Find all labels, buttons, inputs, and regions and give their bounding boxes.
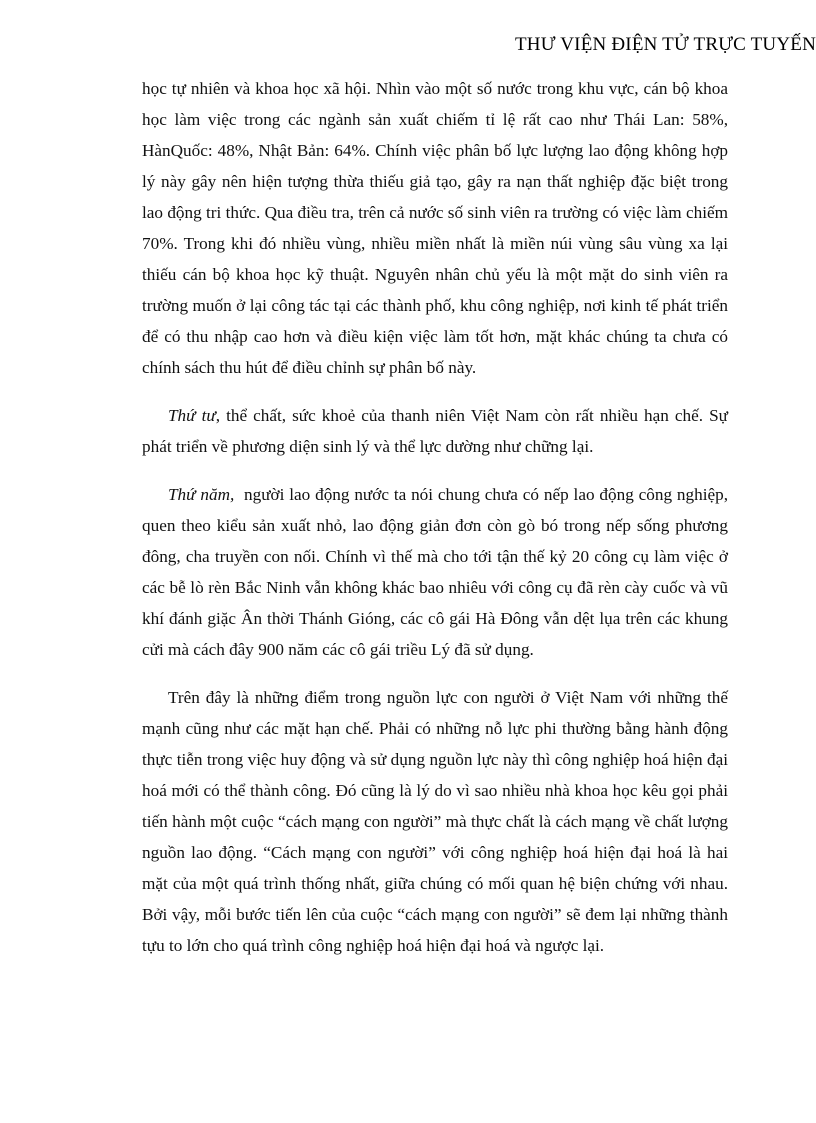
paragraph-text: người lao động nước ta nói chung chưa có nếp lao động công nghiệp, quen theo kiểu sản xuất nhỏ, lao động giản đơn còn gò bó trong nếp sống phương đông, cha truyền con nối. Chính vì thế mà cho tới tận thế kỷ 20 công cụ làm việc ở các bễ lò rèn Bắc Ninh vẫn không khác bao nhiêu với công cụ đã rèn cày cuốc và vũ khí đánh giặc Ân thời Thánh Gióng, các cô gái Hà Đông vẫn dệt lụa trên các khung cửi mà cách đây 900 năm các cô gái triều Lý đã sử dụng. xyxy=(142,485,733,659)
paragraph-text: Trên đây là những điểm trong nguồn lực con người ở Việt Nam với những thế mạnh cũng như các mặt hạn chế. Phải có những nỗ lực phi thường bằng hành động thực tiễn trong việc huy động và sử dụng nguồn lực này thì công nghiệp hoá hiện đại hoá mới có thể thành công. Đó cũng là lý do vì sao nhiều nhà khoa học kêu gọi phải tiến hành một cuộc “cách mạng con người” mà thực chất là cách mạng về chất lượng nguồn lao động. “Cách mạng con người” với công nghiệp hoá hiện đại hoá là hai mặt của một quá trình thống nhất, giữa chúng có mối quan hệ biện chứng với nhau. Bởi vậy, mỗi bước tiến lên của cuộc “cách mạng con người” sẽ đem lại những thành tựu to lớn cho quá trình công nghiệp hoá hiện đại hoá và ngược lại. xyxy=(142,688,728,955)
paragraph-conclusion xyxy=(142,682,728,961)
document-body xyxy=(142,73,733,978)
paragraph-text: học tự nhiên và khoa học xã hội. Nhìn vào một số nước trong khu vực, cán bộ khoa học làm việc trong các ngành sản xuất chiếm tỉ lệ rất cao như Thái Lan: 58%, HànQuốc: 48%, Nhật Bản: 64%. Chính việc phân bố lực lượng lao động không hợp lý này gây nên hiện tượng thừa thiếu giả tạo, gây ra nạn thất nghiệp đặc biệt trong lao động tri thức. Qua điều tra, trên cả nước số sinh viên ra trường có việc làm chiếm 70%. Trong khi đó nhiều vùng, nhiều miền nhất là miền núi vùng sâu vùng xa lại thiếu cán bộ khoa học kỹ thuật. Nguyên nhân chủ yếu là một mặt do sinh viên ra trường muốn ở lại công tác tại các thành phố, khu công nghiệp, nơi kinh tế phát triển để có thu nhập cao hơn và điều kiện việc làm tốt hơn, mặt khác chúng ta chưa có chính sách thu hút để điều chỉnh sự phân bố này. xyxy=(142,79,728,377)
paragraph-thu-tu xyxy=(142,400,728,462)
page-header: THƯ VIỆN ĐIỆN TỬ TRỰC TUYẾN xyxy=(514,34,816,55)
paragraph-lead: Thứ năm, xyxy=(168,485,235,504)
paragraph-text: , thể chất, sức khoẻ của thanh niên Việt Nam còn rất nhiều hạn chế. Sự phát triển về phương diện sinh lý và thể lực dường như chững lại. xyxy=(142,406,728,456)
paragraph-continuation xyxy=(142,73,728,383)
paragraph-lead: Thứ tư xyxy=(168,406,216,425)
paragraph-thu-nam xyxy=(142,479,733,665)
